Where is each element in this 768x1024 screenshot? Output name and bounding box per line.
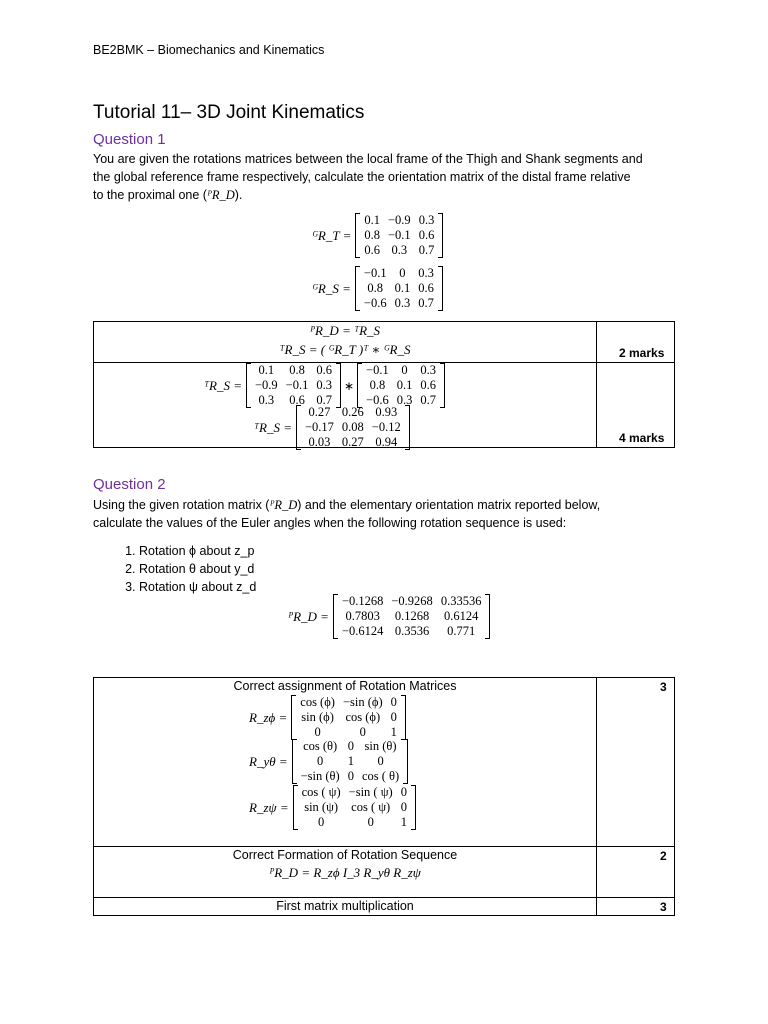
matrix-row	[362, 363, 440, 378]
matrix-cell: 0.3	[396, 393, 413, 407]
q2-table-row-divider-2	[94, 897, 674, 898]
q1-calc-row	[204, 363, 445, 408]
q2-row1-title: Correct assignment of Rotation Matrices	[233, 679, 457, 693]
matrix-row	[298, 815, 411, 830]
matrix-cell: 0.7	[316, 393, 332, 407]
matrix-row	[338, 624, 486, 639]
matrix-cell: cos (ϕ)	[345, 710, 381, 724]
q1-text-line-3-post: ).	[234, 188, 243, 202]
matrix-cell: −0.6	[366, 393, 389, 407]
matrix-row	[296, 695, 401, 710]
matrix-cell: 0.3	[391, 243, 408, 257]
matrix-cell: 0.3536	[394, 624, 430, 638]
matrix-row	[360, 296, 438, 311]
q1-text-line-2: the global reference frame respectively, calculate the orientation matrix of the distal frame relative	[93, 170, 631, 184]
matrix-rzphi	[249, 695, 406, 740]
matrix-cell: 0.93	[375, 405, 398, 419]
q1-marks-1: 2 marks	[619, 346, 665, 360]
prd-label: ᴾR_D =	[288, 608, 329, 624]
matrix-cell: 0.1	[396, 378, 413, 392]
matrix-row	[297, 769, 404, 784]
rytheta-matrix	[292, 739, 409, 784]
q2-text-line-1-pre: Using the given rotation matrix (	[93, 498, 270, 512]
prd-matrix	[333, 594, 491, 639]
rotation-sequence-list	[93, 542, 593, 596]
matrix-cell: 0.27	[308, 405, 331, 419]
matrix-cell: −0.9	[254, 378, 278, 392]
rzpsi-label: R_zψ =	[249, 799, 289, 815]
grs-label: ᴳR_S =	[312, 280, 351, 296]
matrix-cell: 0.7	[420, 393, 436, 407]
matrix-row	[360, 228, 438, 243]
matrix-row	[338, 594, 486, 609]
matrix-grt	[312, 213, 443, 258]
matrix-cell: 0.8	[369, 378, 386, 392]
matrix-cell: −0.6124	[341, 624, 384, 638]
matrix-row	[251, 378, 336, 393]
matrix-cell: 0.27	[341, 435, 364, 449]
matrix-cell: 0.33536	[440, 594, 482, 608]
matrix-row	[296, 710, 401, 725]
matrix-cell: 0	[347, 739, 354, 753]
matrix-cell: −sin (θ)	[300, 769, 340, 783]
matrix-row	[360, 243, 438, 258]
rytheta-label: R_yθ =	[249, 753, 288, 769]
matrix-row	[360, 266, 438, 281]
matrix-cell: sin (ψ)	[304, 800, 339, 814]
matrix-cell: 0.6	[289, 393, 305, 407]
matrix-row	[296, 725, 401, 740]
question-2-text	[93, 496, 693, 532]
matrix-cell: 0.7803	[345, 609, 380, 623]
matrix-row	[301, 405, 405, 420]
grs-matrix	[355, 266, 443, 311]
matrix-cell: 0.6	[364, 243, 380, 257]
matrix-cell: 0	[390, 710, 397, 724]
q1-eq-trs: ᵀR_S = ( ᴳR_T )ᵀ ∗ ᴳR_S	[279, 342, 411, 357]
matrix-cell: 0.1268	[394, 609, 430, 623]
matrix-cell: 0.1	[394, 281, 411, 295]
page-title: Tutorial 11– 3D Joint Kinematics	[93, 102, 365, 123]
matrix-row	[301, 420, 405, 435]
matrix-cell: cos ( θ)	[361, 769, 400, 783]
matrix-cell: −sin ( ψ)	[348, 785, 393, 799]
q2-row3-mark: 3	[660, 900, 667, 914]
matrix-cell: sin (ϕ)	[301, 710, 334, 724]
matrix-cell: 0	[390, 695, 397, 709]
matrix-cell: 0.3	[316, 378, 332, 392]
matrix-cell: 0.1	[364, 213, 380, 227]
matrix-cell: 1	[400, 815, 407, 829]
matrix-cell: 0.7	[418, 296, 434, 310]
q1-symbol-prd: ᴾR_D	[206, 188, 235, 202]
matrix-cell: 0.6	[418, 228, 435, 242]
result-label: ᵀR_S =	[254, 419, 292, 435]
matrix-row	[338, 609, 486, 624]
matrix-row	[362, 378, 440, 393]
matrix-cell: 0.08	[341, 420, 364, 434]
q1-eq-prd: ᴾR_D = ᵀR_S	[309, 323, 381, 338]
q2-row2-title: Correct Formation of Rotation Sequence	[232, 848, 458, 862]
matrix-row	[360, 213, 438, 228]
matrix-cell: 0.3	[394, 296, 411, 310]
q2-table-row-divider-1	[94, 846, 674, 847]
matrix-cell: 0.3	[418, 213, 435, 227]
matrix-cell: 0	[400, 800, 407, 814]
matrix-cell: 0.8	[364, 228, 380, 242]
matrix-cell: 1	[390, 725, 397, 739]
matrix-row	[301, 435, 405, 450]
running-header: BE2BMK – Biomechanics and Kinematics	[93, 43, 325, 57]
matrix-cell: 0	[318, 815, 325, 829]
q2-row2-mark: 2	[660, 849, 667, 863]
matrix-cell: 0.94	[375, 435, 398, 449]
matrix-cell: 0.6	[418, 281, 434, 295]
matrix-cell: 0.1	[258, 363, 275, 377]
question-1-text	[93, 150, 693, 204]
matrix-cell: −0.9268	[391, 594, 433, 608]
q2-row3-title: First matrix multiplication	[276, 899, 414, 913]
matrix-cell: 0	[367, 815, 374, 829]
matrix-cell: 0.6	[316, 363, 332, 377]
matrix-cell: −0.6	[363, 296, 387, 310]
q2-row2-equation: ᴾR_D = R_zϕ I_3 R_yθ R_zψ	[269, 865, 421, 880]
q2-text-line-1-post: ) and the elementary orientation matrix reported below,	[297, 498, 601, 512]
matrix-cell: cos (θ)	[303, 739, 338, 753]
matrix-cell: 0	[399, 266, 406, 280]
rotation-step-2: 2. Rotation θ about y_d	[139, 560, 593, 578]
matrix-row	[297, 754, 404, 769]
matrix-cell: 1	[347, 754, 354, 768]
q1-text-line-3-pre: to the proximal one (	[93, 188, 207, 202]
calc-matrix-b	[357, 363, 445, 408]
rotation-step-1: 1. Rotation ϕ about z_p	[139, 542, 593, 560]
matrix-cell: −sin (ϕ)	[342, 695, 383, 709]
matrix-cell: sin (θ)	[364, 739, 397, 753]
matrix-row	[297, 739, 404, 754]
matrix-cell: cos ( ψ)	[301, 785, 341, 799]
matrix-cell: 0	[314, 725, 321, 739]
matrix-cell: 0	[401, 363, 408, 377]
matrix-cell: −0.1268	[341, 594, 384, 608]
matrix-cell: 0.03	[308, 435, 331, 449]
grt-label: ᴳR_T =	[312, 227, 352, 243]
matrix-cell: 0.7	[418, 243, 435, 257]
matrix-cell: −0.12	[371, 420, 401, 434]
matrix-cell: 0.6	[420, 378, 436, 392]
matrix-row	[251, 363, 336, 378]
matrix-prd	[288, 594, 490, 639]
matrix-rzpsi	[249, 785, 416, 830]
matrix-cell: 0	[347, 769, 354, 783]
matrix-cell: −0.1	[388, 228, 411, 242]
matrix-cell: 0.3	[420, 363, 436, 377]
matrix-cell: 0	[400, 785, 407, 799]
matrix-cell: 0.3	[258, 393, 275, 407]
result-matrix	[296, 405, 410, 450]
q2-text-line-2: calculate the values of the Euler angles when the following rotation sequence is used:	[93, 516, 567, 530]
matrix-cell: cos (ϕ)	[300, 695, 335, 709]
question-2-heading: Question 2	[93, 476, 166, 493]
question-1-heading: Question 1	[93, 131, 166, 148]
matrix-cell: 0.8	[367, 281, 384, 295]
matrix-cell: 0	[377, 754, 384, 768]
q2-table-vdivider	[596, 678, 597, 915]
matrix-rytheta	[249, 739, 408, 784]
matrix-cell: −0.9	[388, 213, 411, 227]
calc-matrix-a	[246, 363, 341, 408]
calc-label: ᵀR_S =	[204, 377, 242, 393]
q1-marks-2: 4 marks	[619, 431, 665, 445]
q2-symbol-prd: ᴾR_D	[269, 498, 298, 512]
q2-text-line-1	[93, 496, 693, 514]
matrix-cell: 0.3	[418, 266, 434, 280]
calc-operator: ∗	[343, 378, 355, 393]
matrix-grs	[312, 266, 443, 311]
rzphi-label: R_zϕ =	[249, 709, 288, 725]
matrix-cell: −0.1	[366, 363, 389, 377]
q1-answer-box	[93, 321, 675, 448]
q1-box-vdivider	[596, 322, 597, 447]
matrix-cell: 0	[317, 754, 324, 768]
q1-text-line-1: You are given the rotations matrices between the local frame of the Thigh and Shank segments and	[93, 152, 643, 166]
q1-text-line-3	[93, 186, 693, 204]
q2-answer-table	[93, 677, 675, 916]
matrix-cell: 0.6124	[443, 609, 479, 623]
matrix-cell: −0.17	[304, 420, 334, 434]
matrix-cell: cos ( ψ)	[351, 800, 391, 814]
matrix-cell: 0.771	[447, 624, 476, 638]
q2-row1-mark: 3	[660, 680, 667, 694]
matrix-row	[298, 785, 411, 800]
rzphi-matrix	[291, 695, 406, 740]
matrix-cell: 0	[359, 725, 366, 739]
q1-result-row	[254, 405, 410, 450]
rotation-step-3: 3. Rotation ψ about z_d	[139, 578, 593, 596]
matrix-cell: −0.1	[363, 266, 387, 280]
matrix-row	[360, 281, 438, 296]
rzpsi-matrix	[293, 785, 416, 830]
matrix-row	[298, 800, 411, 815]
matrix-cell: 0.8	[289, 363, 305, 377]
matrix-cell: −0.1	[285, 378, 309, 392]
grt-matrix	[355, 213, 443, 258]
matrix-cell: 0.26	[341, 405, 364, 419]
